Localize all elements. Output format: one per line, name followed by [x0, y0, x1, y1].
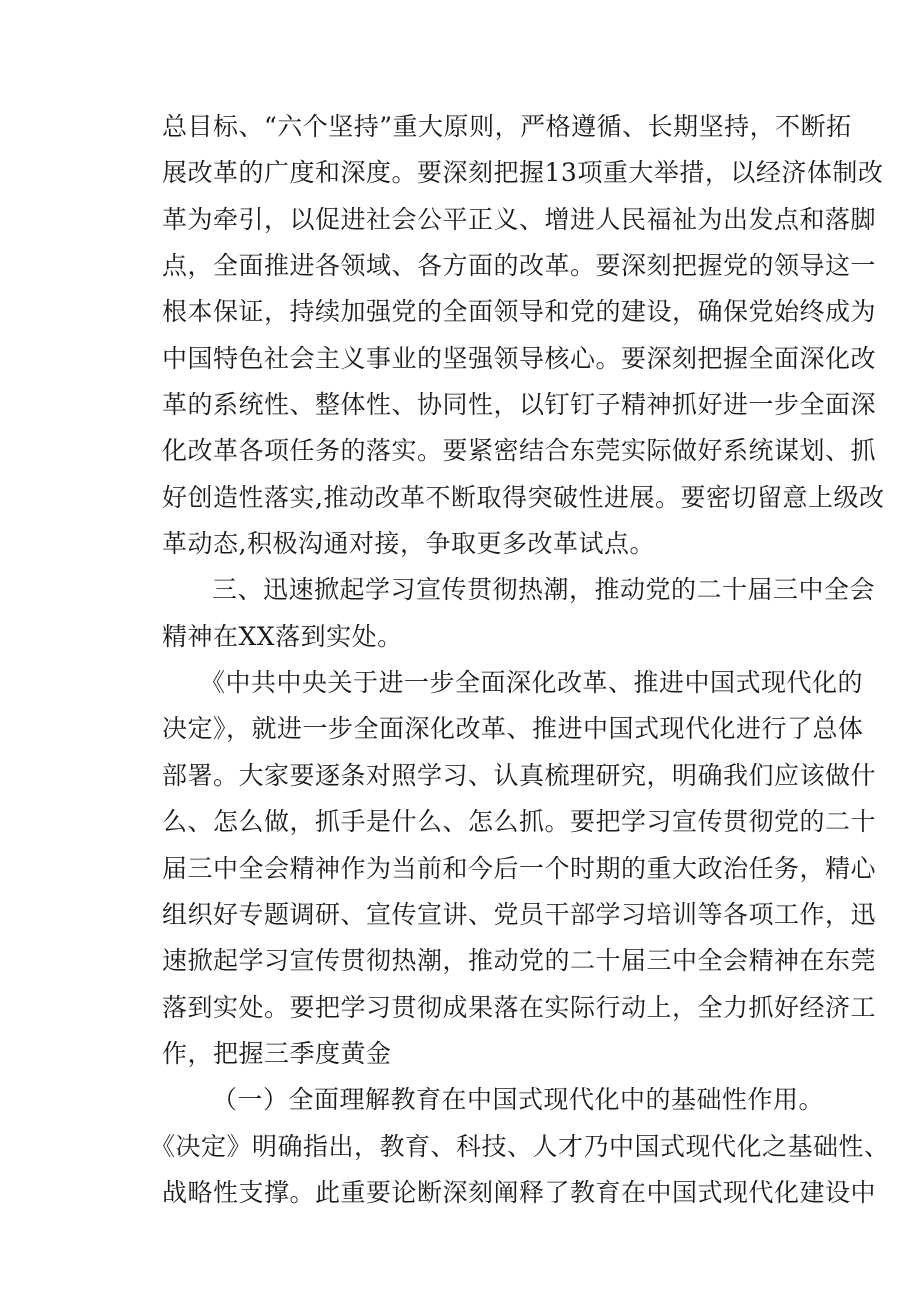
- text-line: 点，全面推进各领域、各方面的改革。要深刻把握党的领导这一: [162, 251, 877, 281]
- text-line: 好创造性落实,推动改革不断取得突破性进展。要密切留意上级改: [162, 482, 885, 512]
- document-body: [0, 104, 920, 1216]
- text-line: 么、怎么做，抓手是什么、怎么抓。要把学习宣传贯彻党的二十: [162, 807, 877, 837]
- text-line: 《决定》明确指出，教育、科技、人才乃中国式现代化之基础性、: [150, 1131, 890, 1161]
- text-line: 组织好专题调研、宣传宣讲、党员干部学习培训等各项工作，迅: [162, 899, 877, 929]
- text-line: 作，把握三季度黄金: [162, 1038, 392, 1068]
- text-line: 战略性支撑。此重要论断深刻阐释了教育在中国式现代化建设中: [162, 1177, 877, 1207]
- text-line: 部署。大家要逐条对照学习、认真梳理研究，明确我们应该做什: [162, 760, 877, 790]
- text-line: 革动态,积极沟通对接，争取更多改革试点。: [162, 529, 655, 559]
- text-line: 落到实处。要把学习贯彻成果落在实际行动上，全力抓好经济工: [162, 992, 877, 1022]
- section-heading-line: 精神在XX落到实处。: [162, 621, 403, 651]
- text-line: 速掀起学习宣传贯彻热潮，推动党的二十届三中全会精神在东莞: [162, 946, 877, 976]
- text-line: 《中共中央关于进一步全面深化改革、推进中国式现代化的: [200, 668, 864, 698]
- text-line: 中国特色社会主义事业的坚强领导核心。要深刻把握全面深化改: [162, 343, 877, 373]
- text-line: 革为牵引，以促进社会公平正义、增进人民福祉为出发点和落脚: [162, 204, 877, 234]
- subsection-heading: （一）全面理解教育在中国式现代化中的基础性作用。: [212, 1085, 825, 1115]
- text-line: 展改革的广度和深度。要深刻把握13项重大举措，以经济体制改: [162, 158, 884, 188]
- text-line: 根本保证，持续加强党的全面领导和党的建设，确保党始终成为: [162, 297, 877, 327]
- section-heading-line: 三、迅速掀起学习宣传贯彻热潮，推动党的二十届三中全会: [212, 575, 876, 605]
- text-line: 决定》，就进一步全面深化改革、推进中国式现代化进行了总体: [162, 714, 864, 744]
- text-line: 化改革各项任务的落实。要紧密结合东莞实际做好系统谋划、抓: [162, 436, 877, 466]
- text-line: 革的系统性、整体性、协同性，以钉钉子精神抓好进一步全面深: [162, 390, 877, 420]
- text-line: 届三中全会精神作为当前和今后一个时期的重大政治任务，精心: [162, 853, 877, 883]
- text-line: 总目标、“六个坚持”重大原则，严格遵循、长期坚持，不断拓: [162, 112, 852, 141]
